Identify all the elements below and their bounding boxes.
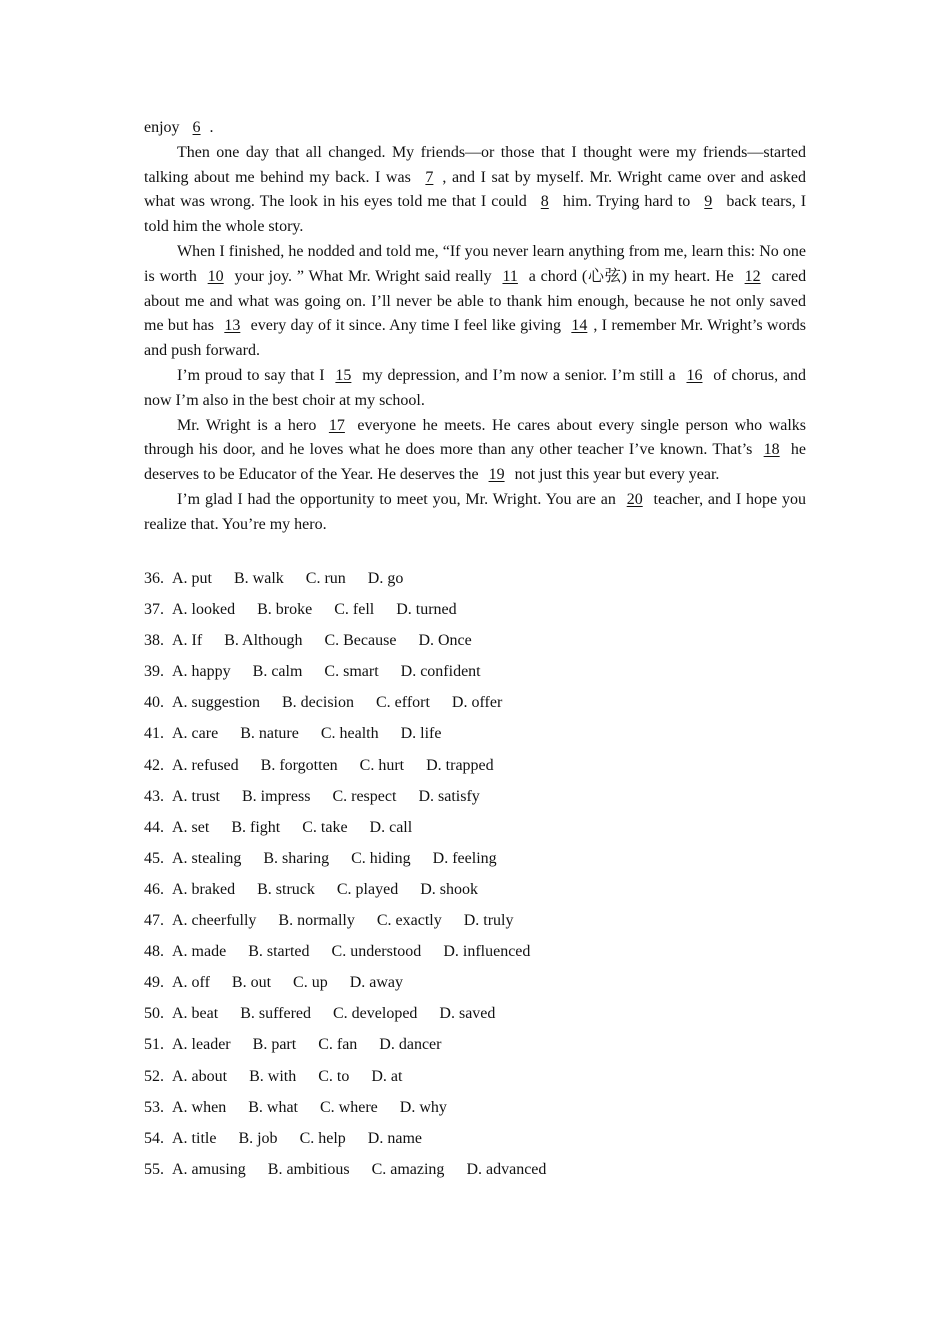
question-number: 39. (144, 663, 164, 681)
text: cared about me and what was going on. I’ll never be able to thank him enough, because he not only saved me but has (144, 267, 807, 335)
question-row (144, 1032, 806, 1063)
option-c: C. exactly (376, 912, 442, 930)
option-b: B. broke (257, 601, 313, 619)
option-b: B. out (231, 974, 272, 992)
option-d: D. shook (420, 880, 478, 898)
option-d: D. confident (400, 663, 481, 681)
option-d: D. go (367, 570, 404, 587)
option-d: D. trapped (426, 756, 494, 774)
option-b: B. struck (257, 880, 315, 898)
question-options (144, 566, 806, 1188)
option-a: A. care (172, 725, 219, 743)
blank-7: 7 (425, 168, 434, 186)
option-b: B. nature (240, 725, 299, 743)
question-number: 54. (144, 1129, 164, 1147)
option-c: C. health (320, 725, 379, 743)
option-d: D. why (399, 1098, 447, 1116)
blank-6: 6 (192, 119, 201, 136)
option-c: C. Because (324, 632, 397, 650)
text: my depression, and I’m now a senior. I’m still a (362, 366, 676, 384)
option-a: A. off (172, 974, 210, 992)
question-number: 51. (144, 1036, 164, 1054)
option-c: C. run (305, 570, 346, 587)
question-row (144, 1064, 806, 1095)
option-b: B. part (252, 1036, 297, 1054)
option-b: B. with (249, 1067, 297, 1085)
option-b: B. walk (234, 570, 284, 587)
option-c: C. to (318, 1067, 350, 1085)
text: Then one day that all changed. My friends—or those that I thought were my friends—started talking about me behind my back. I was (144, 143, 806, 186)
question-number: 50. (144, 1005, 164, 1023)
text: him. Trying hard to (562, 193, 691, 211)
option-d: D. turned (396, 601, 457, 619)
option-a: A. If (172, 632, 203, 650)
option-b: B. decision (282, 694, 354, 712)
option-b: B. ambitious (267, 1160, 350, 1178)
question-number: 42. (144, 756, 164, 774)
text: every day of it since. Any time I feel like giving (250, 317, 561, 335)
question-number: 55. (144, 1160, 164, 1178)
option-c: C. up (293, 974, 328, 992)
text: When I finished, he nodded and told me, “If you never learn anything from me, learn this: No one is worth (144, 242, 806, 285)
option-c: C. respect (332, 787, 397, 805)
option-d: D. satisfy (418, 787, 480, 805)
question-row (144, 597, 806, 628)
option-d: D. dancer (379, 1036, 442, 1054)
paragraph-1 (144, 141, 806, 240)
question-number: 44. (144, 818, 164, 836)
paragraph-5 (144, 488, 806, 538)
option-c: C. amazing (371, 1160, 445, 1178)
text: he deserves to be Educator of the Year. He deserves the (144, 441, 807, 484)
question-row (144, 721, 806, 752)
option-a: A. looked (172, 601, 236, 619)
blank-13: 13 (224, 317, 241, 335)
text: a chord (心弦) in my heart. He (528, 267, 734, 285)
passage (144, 116, 806, 538)
option-c: C. understood (331, 943, 422, 961)
option-a: A. braked (172, 880, 236, 898)
option-d: D. advanced (466, 1160, 547, 1178)
question-row (144, 939, 806, 970)
question-number: 47. (144, 912, 164, 930)
option-c: C. fan (318, 1036, 358, 1054)
option-d: D. at (371, 1067, 403, 1085)
question-row (144, 970, 806, 1001)
question-row (144, 690, 806, 721)
question-number: 49. (144, 974, 164, 992)
paragraph-3 (144, 364, 806, 414)
option-d: D. feeling (432, 849, 497, 867)
question-row (144, 566, 806, 597)
option-a: A. amusing (172, 1160, 246, 1178)
question-row (144, 1095, 806, 1126)
option-a: A. leader (172, 1036, 231, 1054)
option-c: C. fell (334, 601, 375, 619)
text: . (209, 119, 214, 136)
option-b: B. sharing (263, 849, 330, 867)
option-b: B. Although (224, 632, 303, 650)
text: Mr. Wright is a hero (177, 416, 317, 434)
blank-16: 16 (686, 366, 703, 384)
question-row (144, 753, 806, 784)
text: , and I sat by myself. Mr. Wright came over and asked what was wrong. The look in his eyes told me that I could (144, 168, 807, 211)
option-c: C. hiding (351, 849, 411, 867)
question-row (144, 628, 806, 659)
text: I’m glad I had the opportunity to meet you, Mr. Wright. You are an (177, 490, 616, 508)
option-b: B. started (248, 943, 310, 961)
option-c: C. take (302, 818, 348, 836)
question-row (144, 815, 806, 846)
question-row (144, 784, 806, 815)
text: everyone he meets. He cares about every single person who walks through his door, and he loves what he does more than any other teacher I’ve known. That’s (144, 416, 807, 459)
option-d: D. truly (463, 912, 514, 930)
blank-9: 9 (704, 193, 713, 211)
option-a: A. title (172, 1129, 217, 1147)
option-b: B. forgotten (260, 756, 338, 774)
option-d: D. offer (451, 694, 503, 712)
option-c: C. developed (333, 1005, 418, 1023)
option-c: C. where (320, 1098, 378, 1116)
question-number: 41. (144, 725, 164, 743)
option-a: A. made (172, 943, 227, 961)
question-row (144, 659, 806, 690)
question-row (144, 877, 806, 908)
question-number: 38. (144, 632, 164, 650)
text: I’m proud to say that I (177, 366, 325, 384)
option-d: D. life (400, 725, 442, 743)
text: of chorus, and now I’m also in the best choir at my school. (144, 366, 807, 409)
option-b: B. what (248, 1098, 298, 1116)
question-number: 40. (144, 694, 164, 712)
question-number: 53. (144, 1098, 164, 1116)
text: not just this year but every year. (514, 466, 720, 484)
question-row (144, 846, 806, 877)
blank-10: 10 (207, 267, 224, 285)
option-d: D. call (369, 818, 413, 836)
question-number: 52. (144, 1067, 164, 1085)
question-number: 36. (144, 570, 164, 587)
option-d: D. away (349, 974, 404, 992)
option-c: C. effort (376, 694, 430, 712)
option-d: D. Once (418, 632, 472, 650)
text: enjoy (144, 119, 180, 136)
option-a: A. suggestion (172, 694, 260, 712)
paragraph-4 (144, 414, 806, 488)
option-a: A. refused (172, 756, 239, 774)
option-b: B. job (238, 1129, 278, 1147)
question-number: 46. (144, 880, 164, 898)
question-row (144, 1126, 806, 1157)
option-a: A. stealing (172, 849, 242, 867)
option-a: A. trust (172, 787, 220, 805)
question-number: 45. (144, 849, 164, 867)
question-number: 43. (144, 787, 164, 805)
option-b: B. calm (252, 663, 303, 681)
text: teacher, and I hope you realize that. You’re my hero. (144, 490, 806, 533)
option-c: C. hurt (359, 756, 405, 774)
blank-18: 18 (763, 441, 780, 459)
blank-8: 8 (540, 193, 549, 211)
paragraph-0 (144, 116, 806, 141)
question-row (144, 908, 806, 939)
question-number: 48. (144, 943, 164, 961)
blank-12: 12 (744, 267, 761, 285)
option-c: C. smart (324, 663, 379, 681)
question-number: 37. (144, 601, 164, 619)
blank-19: 19 (488, 466, 505, 484)
option-d: D. influenced (443, 943, 531, 961)
option-a: A. cheerfully (172, 912, 257, 930)
question-row (144, 1157, 806, 1188)
option-d: D. saved (439, 1005, 496, 1023)
blank-20: 20 (626, 490, 643, 508)
option-a: A. beat (172, 1005, 219, 1023)
text: back tears, I told him the whole story. (144, 193, 807, 236)
option-b: B. normally (278, 912, 355, 930)
option-d: D. name (367, 1129, 422, 1147)
blank-11: 11 (502, 267, 518, 285)
option-a: A. set (172, 818, 210, 836)
blank-17: 17 (328, 416, 345, 434)
option-a: A. put (172, 570, 212, 587)
option-c: C. played (336, 880, 399, 898)
blank-15: 15 (335, 366, 352, 384)
option-b: B. fight (231, 818, 281, 836)
question-row (144, 1001, 806, 1032)
option-b: B. impress (242, 787, 311, 805)
text: , I remember Mr. Wright’s words and push forward. (144, 317, 807, 360)
text: your joy. ” What Mr. Wright said really (234, 267, 492, 285)
paragraph-2 (144, 240, 806, 364)
blank-14: 14 (571, 317, 588, 335)
option-a: A. about (172, 1067, 228, 1085)
option-a: A. when (172, 1098, 227, 1116)
option-b: B. suffered (240, 1005, 311, 1023)
option-a: A. happy (172, 663, 231, 681)
option-c: C. help (299, 1129, 346, 1147)
